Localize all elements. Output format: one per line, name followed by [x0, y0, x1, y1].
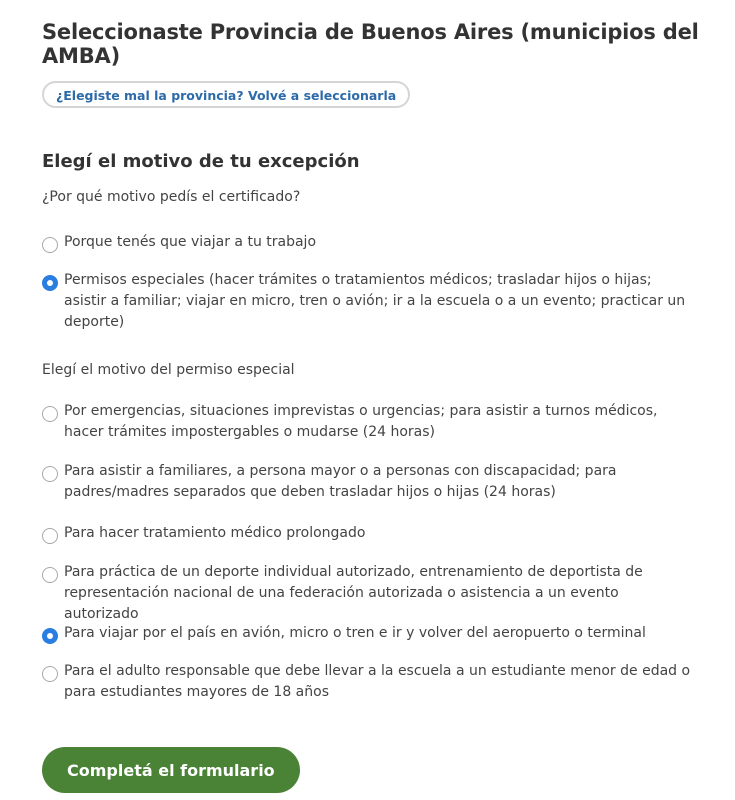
radio-option-label: Para práctica de un deporte individual autorizado, entrenamiento de deportista de representación nacional de una federación autorizada o asistencia a un evento autorizado	[64, 564, 643, 622]
section-title: Elegí el motivo de tu excepción	[42, 151, 360, 172]
reselect-province-link[interactable]: ¿Elegiste mal la provincia? Volvé a seleccionarla	[42, 81, 410, 108]
radio-button[interactable]	[42, 567, 58, 583]
page-title: Seleccionaste Provincia de Buenos Aires (municipios del AMBA)	[42, 20, 699, 68]
radio-option-emergencias[interactable]	[42, 401, 692, 443]
radio-option-label: Por emergencias, situaciones imprevistas o urgencias; para asistir a turnos médicos, hacer trámites impostergables o mudarse (24 horas)	[64, 403, 658, 440]
radio-option-permisos-especiales[interactable]	[42, 270, 692, 333]
radio-option-deporte[interactable]	[42, 562, 692, 625]
radio-option-tratamiento[interactable]	[42, 523, 692, 544]
radio-option-escuela[interactable]	[42, 661, 692, 703]
radio-option-label: Para el adulto responsable que debe llevar a la escuela a un estudiante menor de edad o para estudiantes mayores de 18 años	[64, 663, 691, 700]
radio-button[interactable]	[42, 237, 58, 253]
radio-option-trabajo[interactable]	[42, 232, 692, 253]
radio-option-label: Para hacer tratamiento médico prolongado	[64, 525, 366, 541]
permiso-especial-question: Elegí el motivo del permiso especial	[42, 362, 295, 378]
radio-option-familiares[interactable]	[42, 461, 692, 503]
complete-form-button[interactable]: Completá el formulario	[42, 747, 300, 793]
page-content	[42, 20, 702, 780]
radio-button[interactable]	[42, 628, 58, 644]
radio-button[interactable]	[42, 666, 58, 682]
radio-option-label: Permisos especiales (hacer trámites o tratamientos médicos; trasladar hijos o hijas; asistir a familiar; viajar en micro, tren o avión; ir a la escuela o a un evento; practicar un deporte)	[64, 272, 686, 330]
radio-option-viajar[interactable]	[42, 623, 692, 644]
radio-button[interactable]	[42, 466, 58, 482]
radio-option-label: Porque tenés que viajar a tu trabajo	[64, 234, 317, 250]
motivo-question: ¿Por qué motivo pedís el certificado?	[42, 189, 301, 205]
radio-button[interactable]	[42, 406, 58, 422]
radio-button[interactable]	[42, 528, 58, 544]
radio-option-label: Para asistir a familiares, a persona mayor o a personas con discapacidad; para padres/madres separados que deben trasladar hijos o hijas (24 horas)	[64, 463, 617, 500]
radio-option-label: Para viajar por el país en avión, micro o tren e ir y volver del aeropuerto o terminal	[64, 625, 646, 641]
radio-button[interactable]	[42, 275, 58, 291]
